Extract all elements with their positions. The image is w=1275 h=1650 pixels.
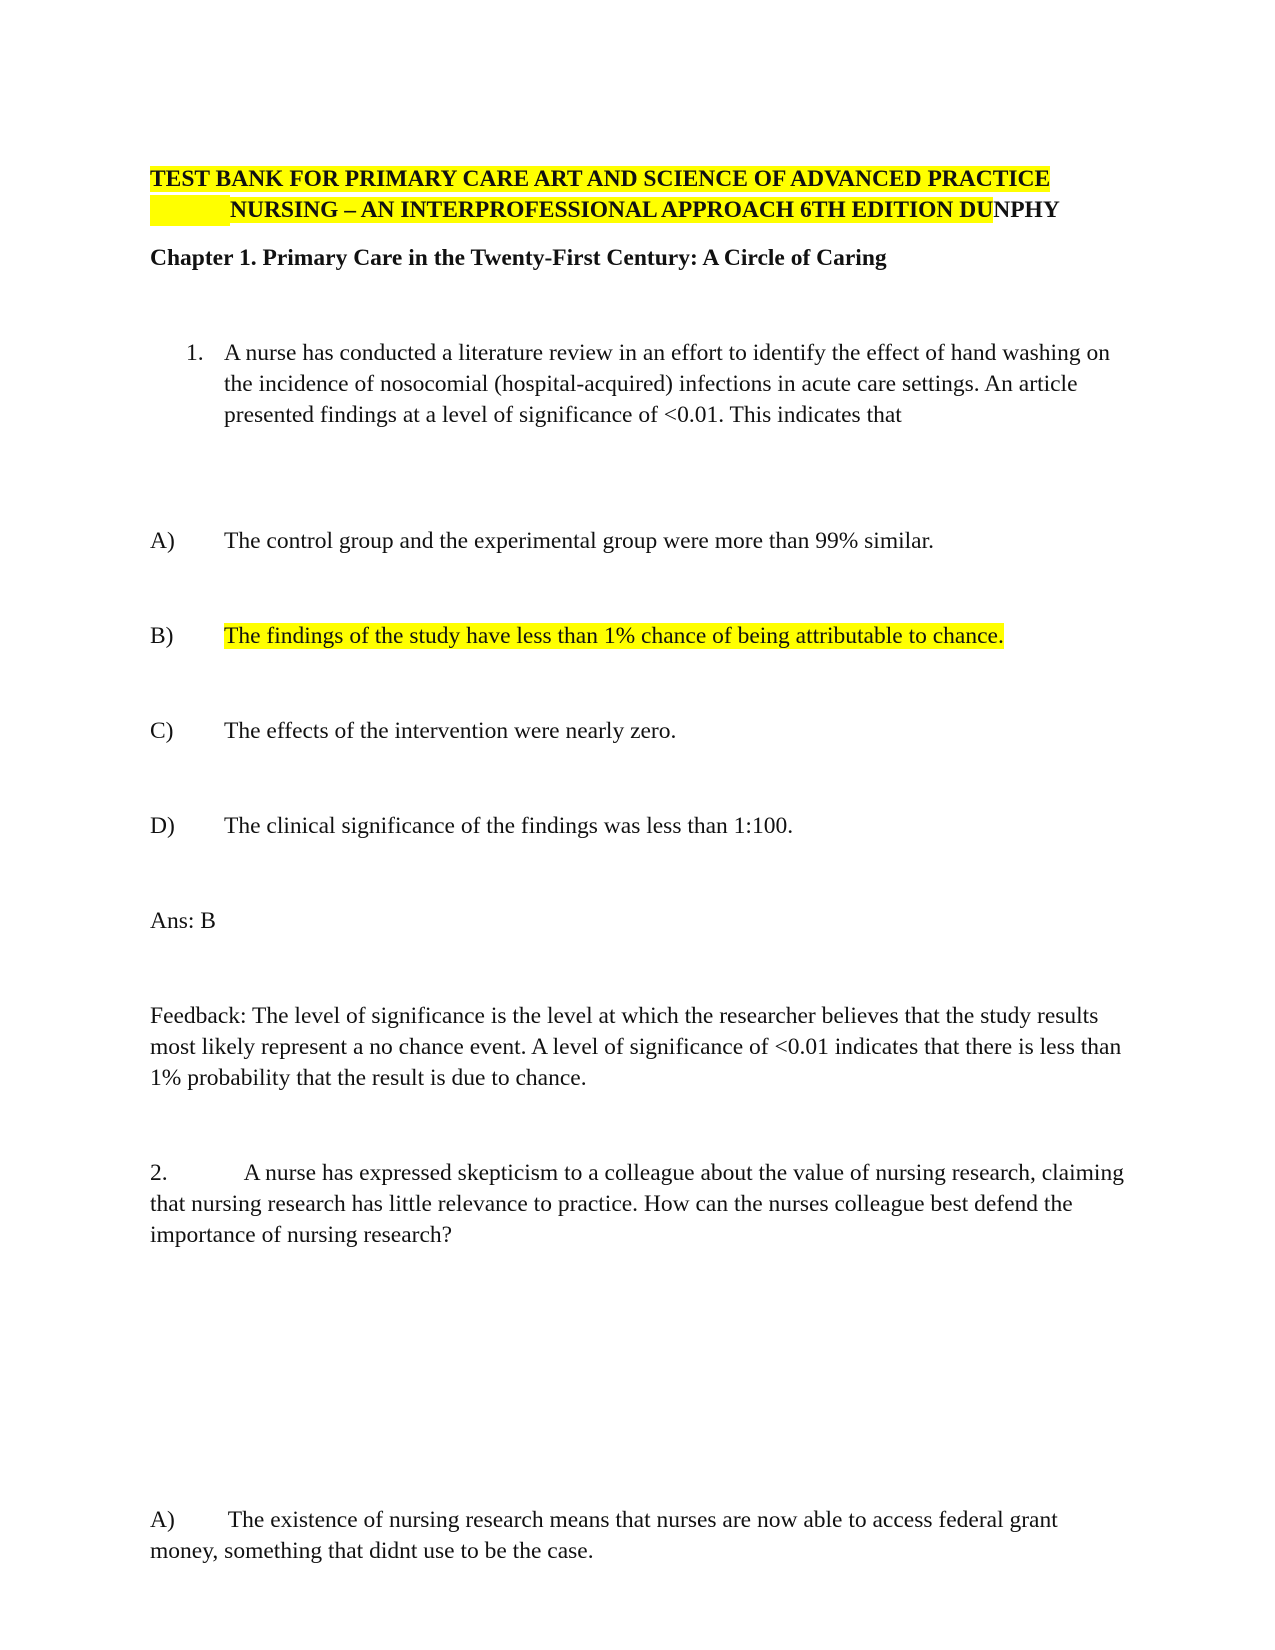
q1-option-a-text: The control group and the experimental group were more than 99% similar. bbox=[224, 528, 935, 554]
q1-option-c-letter: C) bbox=[150, 718, 174, 744]
title-line-2-rest: NPHY bbox=[993, 197, 1060, 223]
q2-option-a bbox=[150, 1505, 1128, 1567]
title-highlight-indent bbox=[150, 195, 230, 226]
question-2 bbox=[150, 1158, 1128, 1251]
chapter-heading: Chapter 1. Primary Care in the Twenty-First Century: A Circle of Caring bbox=[150, 245, 887, 271]
title-highlight-2: NURSING – AN INTERPROFESSIONAL APPROACH 6TH EDITION DU bbox=[230, 197, 994, 223]
q1-answer: Ans: B bbox=[150, 908, 216, 934]
q1-option-a-letter: A) bbox=[150, 528, 175, 554]
q2-option-a-text: The existence of nursing research means that nurses are now able to access federal grant money, something that didnt use to be the case. bbox=[150, 1507, 1058, 1564]
q1-option-c-text: The effects of the intervention were nearly zero. bbox=[224, 718, 677, 744]
q1-option-d-text: The clinical significance of the findings was less than 1:100. bbox=[224, 813, 794, 839]
question-1-number: 1. bbox=[186, 340, 204, 366]
question-2-number: 2. bbox=[150, 1160, 168, 1186]
document-title-line-2 bbox=[230, 195, 1060, 226]
question-2-text: A nurse has expressed skepticism to a colleague about the value of nursing research, claiming that nursing research has little relevance to practice. How can the nurses colleague best defend the importance of nursing research? bbox=[150, 1160, 1124, 1248]
q1-option-b-highlight: The findings of the study have less than 1% chance of being attributable to chance. bbox=[224, 623, 1004, 649]
q1-option-b-letter: B) bbox=[150, 623, 174, 649]
q1-option-b-text bbox=[224, 621, 1004, 652]
question-1-text: A nurse has conducted a literature review in an effort to identify the effect of hand washing on the incidence of nosocomial (hospital-acquired) infections in acute care settings. An article presented findings at a level of significance of <0.01. This indicates that bbox=[224, 340, 1110, 428]
q2-option-a-letter: A) bbox=[150, 1507, 175, 1533]
document-title-line-1 bbox=[150, 164, 1050, 195]
q1-feedback: Feedback: The level of significance is the level at which the researcher believes that the study results most likely represent a no chance event. A level of significance of <0.01 indicates that there is less than 1% probability that the result is due to chance. bbox=[150, 1003, 1122, 1091]
q1-option-d-letter: D) bbox=[150, 813, 175, 839]
title-highlight-1: TEST BANK FOR PRIMARY CARE ART AND SCIENCE OF ADVANCED PRACTICE bbox=[150, 166, 1051, 192]
